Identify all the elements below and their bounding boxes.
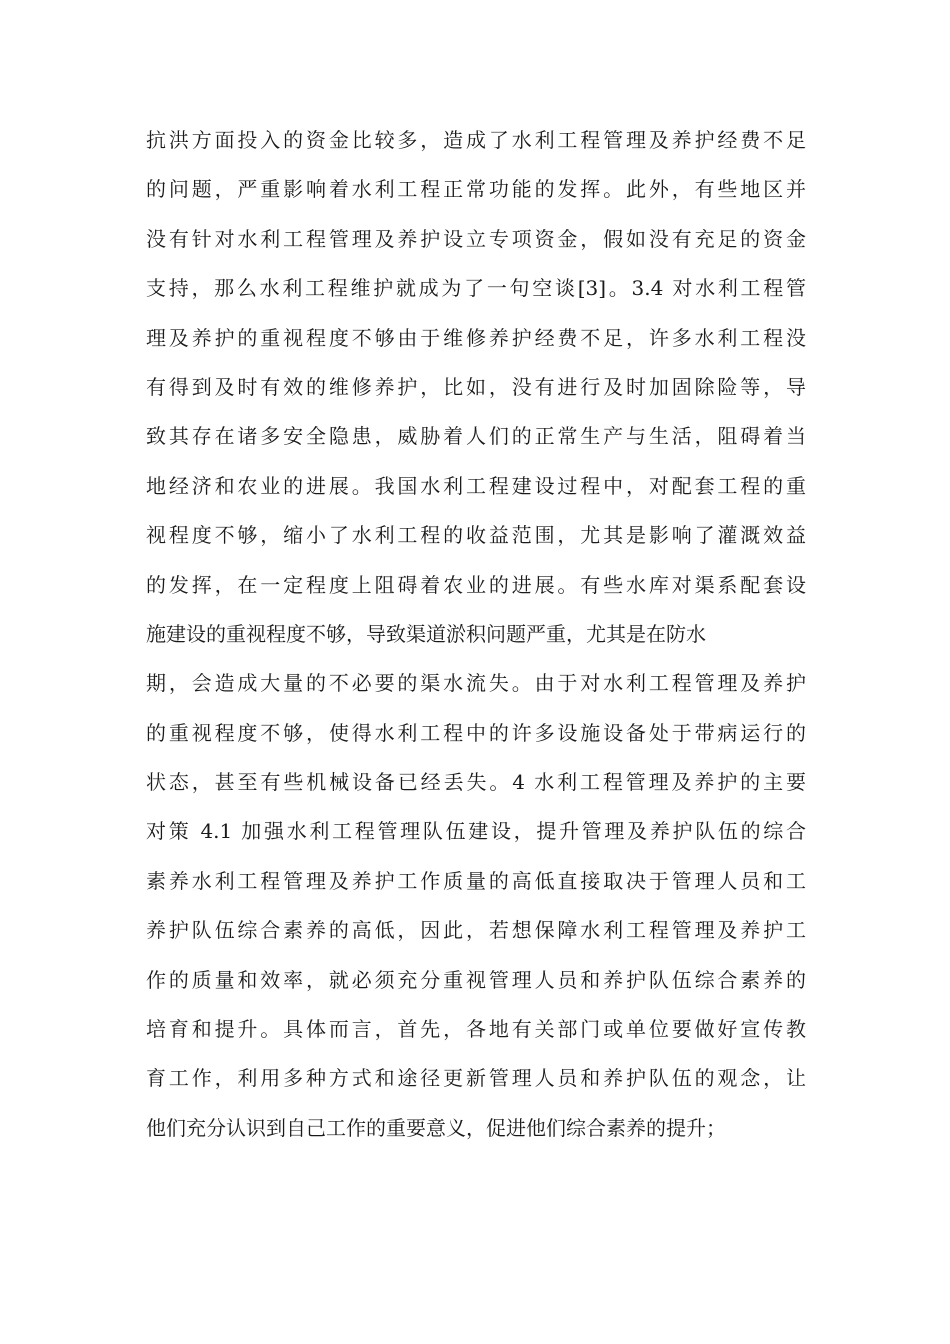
text-line-21: 他们充分认识到自己工作的重要意义，促进他们综合素养的提升； [146,1115,726,1140]
text-line-9: 视程度不够，缩小了水利工程的收益范围，尤其是影响了灌溉效益 [146,523,806,548]
text-line-4: 支持，那么水利工程维护就成为了一句空谈[3]。3.4 对水利工程管 [146,276,806,301]
text-line-17: 养护队伍综合素养的高低，因此，若想保障水利工程管理及养护工 [146,918,806,943]
text-line-19: 培育和提升。具体而言，首先，各地有关部门或单位要做好宣传教 [146,1017,806,1042]
text-line-14: 状态，甚至有些机械设备已经丢失。4 水利工程管理及养护的主要 [146,770,806,795]
text-line-7: 致其存在诸多安全隐患，威胁着人们的正常生产与生活，阻碍着当 [146,424,806,449]
text-line-13: 的重视程度不够，使得水利工程中的许多设施设备处于带病运行的 [146,720,806,745]
text-line-20: 育工作，利用多种方式和途径更新管理人员和养护队伍的观念，让 [146,1066,806,1091]
body-text [146,116,806,1153]
text-line-10: 的发挥，在一定程度上阻碍着农业的进展。有些水库对渠系配套设 [146,572,806,597]
text-line-8: 地经济和农业的进展。我国水利工程建设过程中，对配套工程的重 [146,473,806,498]
text-line-2: 的问题，严重影响着水利工程正常功能的发挥。此外，有些地区并 [146,177,806,202]
text-line-16: 素养水利工程管理及养护工作质量的高低直接取决于管理人员和工 [146,868,806,893]
text-line-12: 期，会造成大量的不必要的渠水流失。由于对水利工程管理及养护 [146,671,806,696]
text-line-3: 没有针对水利工程管理及养护设立专项资金，假如没有充足的资金 [146,226,806,251]
text-line-11: 施建设的重视程度不够，导致渠道淤积问题严重，尤其是在防水 [146,621,706,646]
text-line-6: 有得到及时有效的维修养护，比如，没有进行及时加固除险等，导 [146,374,806,399]
text-line-18: 作的质量和效率，就必须充分重视管理人员和养护队伍综合素养的 [146,967,806,992]
text-line-1: 抗洪方面投入的资金比较多，造成了水利工程管理及养护经费不足 [146,128,806,152]
text-line-15: 对策 4.1 加强水利工程管理队伍建设，提升管理及养护队伍的综合 [146,819,806,844]
text-line-5: 理及养护的重视程度不够由于维修养护经费不足，许多水利工程没 [146,325,806,350]
